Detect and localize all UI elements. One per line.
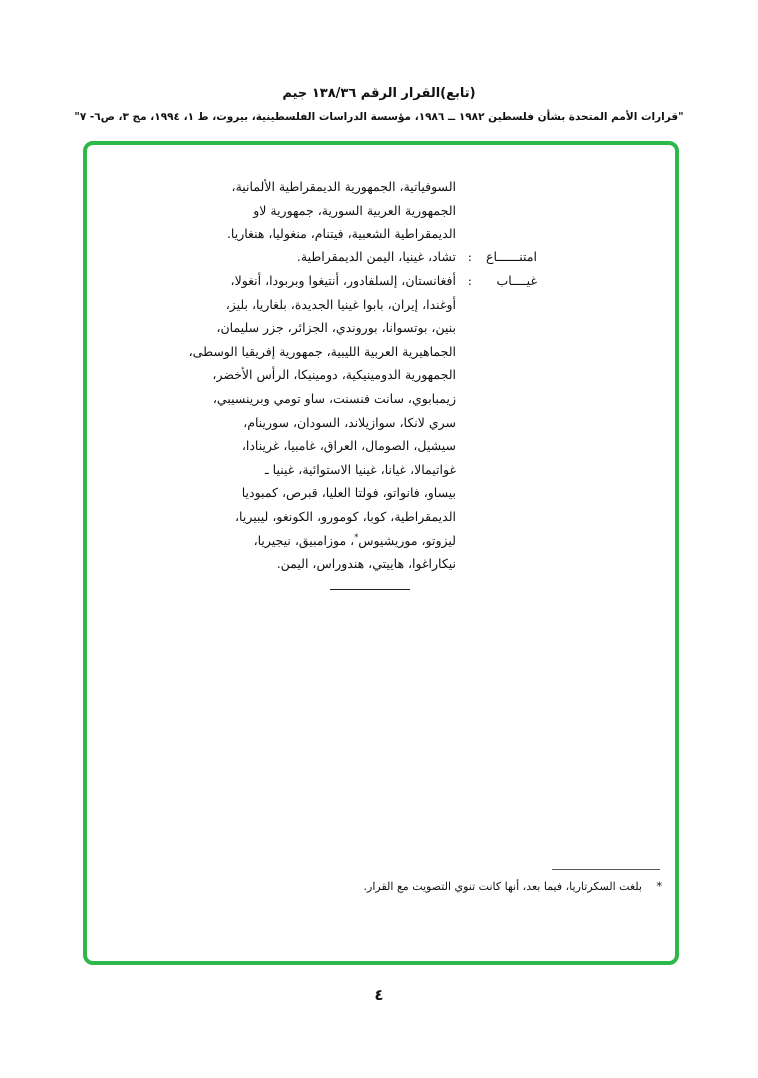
- page-number: ٤: [374, 986, 384, 1004]
- page-title: (تابع)القرار الرقم ١٣٨/٣٦ جيم: [282, 86, 476, 101]
- text-line: الجمهورية العربية السورية، جمهورية لاو: [253, 202, 456, 218]
- text-line: سري لانكا، سوازيلاند، السودان، سورينام،: [243, 414, 456, 430]
- text-line: الجمهورية الدومينيكية، دومينيكا، الرأس الأخضر،: [212, 367, 456, 383]
- text-line: الجماهيرية العربية الليبية، جمهورية إفريقيا الوسطى،: [188, 343, 456, 359]
- mauritius-text: ليزوتو، موريشيوس: [358, 532, 456, 548]
- voting-list-continued: [206, 175, 456, 246]
- footnote-divider: [552, 869, 660, 870]
- abstention-colon: :: [467, 249, 472, 264]
- text-line: الديمقراطية، كوبا، كومورو، الكونغو، ليبيريا،: [235, 508, 456, 524]
- section-divider: [330, 589, 410, 590]
- absence-colon: :: [467, 273, 472, 288]
- source-citation: "قرارات الأمم المتحدة بشأن فلسطين ١٩٨٢ ــ ١٩٨٦، مؤسسة الدراسات الفلسطينية، بيروت، ط ١، ١٩٩٤، مج ٣، ص٦- ٧": [74, 111, 684, 123]
- text-line: [206, 529, 456, 553]
- text-line: نيكاراغوا، هاييتي، هندوراس، اليمن.: [276, 556, 456, 572]
- abstention-label: امتنــــــاع: [486, 249, 537, 264]
- text-line: بنين، بوتسوانا، بوروندي، الجزائر، جزر سليمان،: [216, 320, 456, 336]
- footnote-reference: *: [354, 532, 359, 542]
- footnote-marker: *: [656, 880, 662, 893]
- abstention-list: تشاد، غينيا، اليمن الديمقراطية.: [296, 249, 456, 264]
- text-line: أفغانستان، إلسلفادور، أنتيغوا وبربودا، أنغولا،: [230, 273, 456, 288]
- text-line: بيساو، فانواتو، فولتا العليا، قبرص، كمبوديا: [241, 485, 456, 501]
- text-line: زيمبابوي، سانت فنسنت، ساو تومي وبرينسيبي،: [212, 390, 456, 406]
- text-line: الديمقراطية الشعبية، فيتنام، منغوليا، هنغاريا.: [226, 226, 456, 242]
- absence-label: غيــــاب: [496, 273, 537, 288]
- text-line: السوفياتية، الجمهورية الديمقراطية الألمانية،: [231, 179, 456, 194]
- mauritius-text-rest: ، موزامبيق، نيجيريا،: [253, 532, 355, 548]
- text-line: غواتيمالا، غيانا، غينيا الاستوائية، غينيا ـ: [265, 461, 456, 477]
- footnote-text: بلغت السكرتاريا، فيما بعد، أنها كانت تنوي التصويت مع القرار.: [363, 880, 642, 893]
- text-line: سيشيل، الصومال، العراق، غامبيا، غرينادا،: [241, 438, 456, 454]
- absence-list: [188, 269, 456, 576]
- text-line: أوغندا، إيران، بابوا غينيا الجديدة، بلغاريا، بليز،: [225, 296, 456, 312]
